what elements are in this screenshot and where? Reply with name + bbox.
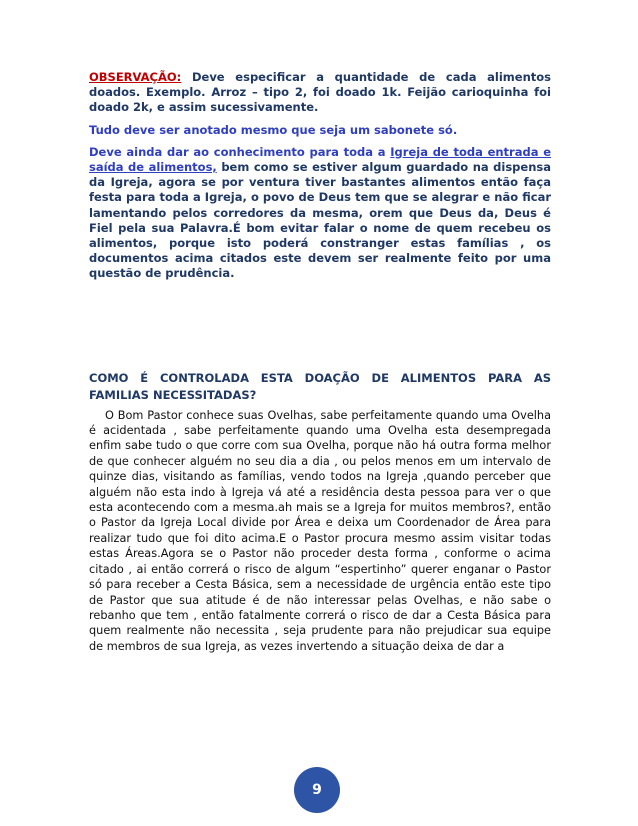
observation-paragraph [89, 70, 551, 116]
section-heading: COMO É CONTROLADA ESTA DOAÇÃO DE ALIMENTOS PARA AS FAMILIAS NECESSITADAS? [89, 370, 551, 402]
section-body: O Bom Pastor conhece suas Ovelhas, sabe perfeitamente quando uma Ovelha é acidentada , sabe perfeitamente quando uma Ovelha esta desempregada enfim sabe tudo o que corre com sua Ovelha, porque não há outra forma melhor de que conhecer alguém no seu dia a dia , ou pelos menos em um intervalo de quinze dias, visitando as famílias, vendo todos na Igreja ,quando perceber que alguém não esta indo à Igreja vá até a residência desta pessoa para ver o que esta acontecendo com a mesma.ah mais se a Igreja for muitos membros?, então o Pastor da Igreja Local divide por Área e deixa um Coordenador de Área para realizar tudo que foi dito acima.E o Pastor procura mesmo assim visitar todas estas Áreas.Agora se o Pastor não proceder desta forma , conforme o acima citado , ai então correrá o risco de algum “espertinho” querer enganar o Pastor só para receber a Cesta Básica, sem a necessidade de urgência então este tipo de Pastor que sua atitude é de não interessar pelas Ovelhas, e não sabe o rebanho que tem , então fatalmente correrá o risco de dar a Cesta Básica para quem realmente não necessita , seja prudente para não prejudicar sua equipe de membros de sua Igreja, as vezes invertendo a situação deixa de dar a [89, 408, 551, 653]
page-number-badge: 9 [294, 767, 340, 813]
observation-label: OBSERVAÇÃO: [89, 70, 182, 84]
annotation-paragraph: Tudo deve ser anotado mesmo que seja um sabonete só. [89, 122, 458, 137]
observation-text: Deve especificar a quantidade de cada alimentos doados. Exemplo. Arroz – tipo 2, foi doado 1k. Feijão carioquinha foi doado 2k, e assim sucessivamente. [89, 70, 551, 115]
disclosure-intro: Deve ainda dar ao conhecimento para toda a [89, 144, 391, 159]
disclosure-underlined: Igreja de toda entrada e saída de alimentos, [89, 144, 552, 175]
disclosure-paragraph [89, 145, 551, 282]
disclosure-rest: bem como se estiver algum guardado na dispensa da Igreja, agora se por ventura tiver bastantes alimentos então faça festa para toda a Igreja, o povo de Deus tem que se alegrar e não ficar lamentando pelos corredores da mesma, orem que Deus da, Deus é Fiel pela sua Palavra.É bom evitar falar o nome de quem recebeu os alimentos, porque isto poderá constranger estas famílias , os documentos acima citados este devem ser realmente feito por uma questão de prudência. [89, 160, 551, 281]
document-page [89, 70, 551, 654]
